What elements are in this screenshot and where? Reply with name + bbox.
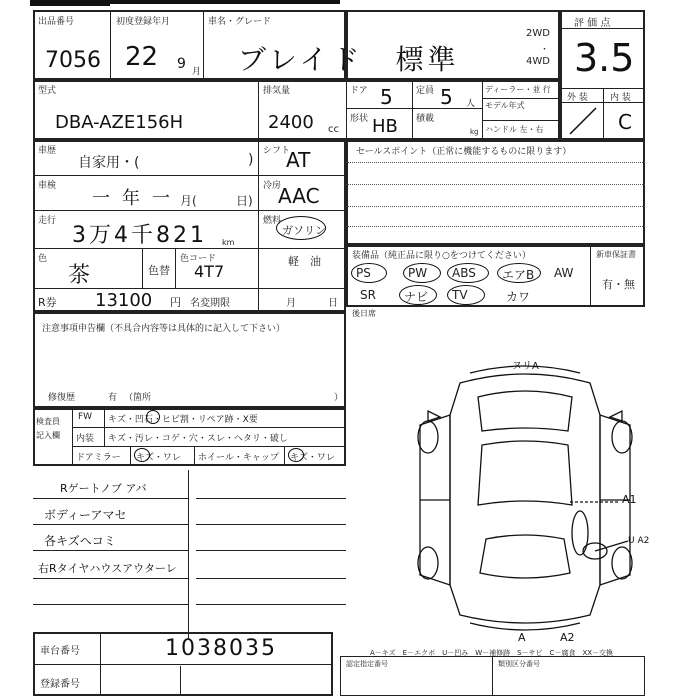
- model-grade-value: ブレイド 標準: [238, 43, 460, 76]
- doors-label: ドア: [350, 86, 368, 96]
- shift-value: AT: [286, 148, 311, 172]
- equipment-row2-item: ナビ: [404, 290, 429, 304]
- drive-2wd: 2WD: [526, 28, 550, 39]
- load-label: 積載: [416, 114, 435, 124]
- chassis-number: 1038035: [165, 636, 277, 661]
- lot-label: 出品番号: [38, 17, 75, 27]
- first-reg-month: 9: [177, 56, 186, 72]
- auction-sheet: 出品番号 7056 初度登録年月 22 9 月 車名・グレード ブレイド 標準 2WD ・ 4WD 評 価 点 3.5 外 装 内 装 C 型式 DBA-AZE156H 排気量 2400 cc ドア 5 定員 5 人 形状 HB 積載 kg ディーラー・並 行 モデル年式 ハンドル 左・右 車歴 自家用・( ) シフト AT 車検 一年一 月( 日) 冷房 AAC 走行 3万4千821 km 燃料 ガソリン 色 茶 色替 色コード 4T7 軽 油 R券 13100 円 名変期限 月 日 セールスポイント（正常に機能するものに限ります） 装備品（純正品に限り○をつけてください） 新車保証書 有・無 後日席 注意事項申告欄（不具合内容等は具体的に記入して下さい） 修復歴 有 （箇所 ） 検査員 記入欄 FW キズ・凹石・ヒビ割・リペア跡・X要 内装 キズ・汚レ・コゲ・穴・スレ・ヘタリ・破し ドアミラー キズ・ワレ ホイール・キャップ キズ・ワレ Rゲートノブ アバ ボディーアマセ 各キズヘコミ 右Rタイヤハウスアウターレ ヌリA A1 U A2 A A2 A－キズ E－エクボ U－凹み W－補修跡 S－サビ C－腐食 XX－交換 車台番号 1038035 登録番号 認定指定番号 類別区分番号 PS PW ABS エアB AW SR ナビ TV カワ: [0, 0, 700, 700]
- handwritten-note-3: 各キズヘコミ: [44, 534, 116, 548]
- capacity: 5: [440, 85, 453, 109]
- rating-value: 3.5: [574, 36, 635, 80]
- usage-label: 車歴: [38, 146, 57, 156]
- handwritten-note-2: ボディーアマセ: [44, 508, 127, 522]
- cert-label: 認定指定番号: [346, 660, 388, 668]
- model-code: DBA-AZE156H: [55, 112, 184, 133]
- equipment-row2-item: カワ: [506, 290, 531, 304]
- new-car-label: 新車保証書: [596, 250, 636, 259]
- equipment-row1-item-circle: [497, 263, 541, 283]
- mileage-value: 3万4千821: [72, 223, 207, 248]
- inspection-day: 日): [236, 194, 253, 208]
- interior-grade: C: [618, 110, 632, 134]
- displacement-label: 排気量: [263, 86, 291, 96]
- capacity-label: 定員: [416, 86, 435, 96]
- equipment-row1-item-circle: [403, 263, 441, 283]
- interior-inspect-label: 内装: [76, 434, 95, 444]
- first-reg-label: 初度登録年月: [116, 17, 171, 27]
- color-label: 色: [38, 254, 48, 264]
- repair-value: 有: [108, 393, 118, 403]
- inspection-label: 車検: [38, 181, 57, 191]
- color-change-label: 色替: [148, 264, 170, 277]
- inspection-value: 一年一: [92, 188, 182, 209]
- recycle-unit: 円: [170, 296, 181, 309]
- first-reg-year: 22: [125, 42, 159, 72]
- color-code-label: 色コード: [180, 254, 217, 264]
- header-bar: [110, 0, 340, 4]
- fuel-selected: ガソリン: [282, 224, 326, 237]
- wheel-text: キズ・ワレ: [290, 453, 335, 463]
- usage-value: 自家用・(: [78, 155, 140, 171]
- model-year-label: モデル年式: [485, 101, 525, 110]
- equipment-row1-item: PW: [408, 266, 428, 280]
- inspector-label-1: 検査員: [36, 417, 60, 426]
- diagram-legend: A－キズ E－エクボ U－凹み W－補修跡 S－サビ C－腐食 XX－交換: [370, 649, 614, 657]
- cert-label-2: 類別区分番号: [498, 660, 540, 668]
- equipment-label: 装備品（純正品に限り○をつけてください）: [352, 251, 531, 261]
- mirror-text: キズ・ワレ: [136, 453, 181, 463]
- lot-number: 7056: [45, 48, 101, 73]
- equipment-row1-item-circle: [351, 263, 387, 283]
- recycle-label: R券: [38, 296, 57, 309]
- displacement-unit: cc: [328, 124, 339, 135]
- fw-text: キズ・凹石・ヒビ割・リペア跡・X要: [108, 415, 258, 425]
- diagram-top-mark: ヌリA: [512, 361, 539, 372]
- dealer-label: ディーラー・並 行: [485, 85, 551, 94]
- fw-circle: [146, 410, 160, 424]
- load-unit: kg: [470, 128, 479, 136]
- fuel-label: 燃料: [263, 216, 282, 226]
- equipment-row1-item-circle: [447, 263, 489, 283]
- recycle-month: 月: [286, 298, 296, 309]
- recycle-value: 13100: [95, 290, 153, 311]
- notes-label: 注意事項申告欄（不具合内容等は具体的に記入して下さい）: [42, 324, 286, 334]
- reg-label: 登録番号: [40, 679, 80, 690]
- fuel-light-oil: 軽 油: [288, 255, 321, 268]
- exterior-label: 外 装: [567, 93, 588, 103]
- body: HB: [372, 116, 398, 137]
- chassis-label: 車台番号: [40, 646, 80, 657]
- new-car-value: 有・無: [602, 278, 635, 291]
- inspector-notes-label: 後日席: [352, 309, 376, 318]
- mirror-circle: [134, 448, 150, 462]
- wheel-label: ホイール・キャップ: [198, 453, 279, 463]
- tax-label: 名変期限: [190, 298, 230, 309]
- first-reg-month-unit: 月: [192, 67, 202, 77]
- recycle-day: 日: [328, 298, 338, 309]
- equipment-row2-item: TV: [452, 288, 468, 302]
- model-code-label: 型式: [38, 86, 57, 96]
- interior-inspect-text: キズ・汚レ・コゲ・穴・スレ・ヘタリ・破し: [108, 434, 288, 444]
- repair-label: 修復歴: [48, 393, 76, 403]
- mirror-label: ドアミラー: [76, 453, 121, 463]
- diagram-bottom-a2: A2: [560, 631, 575, 644]
- repair-close: ）: [334, 393, 344, 403]
- drive-4wd: 4WD: [526, 56, 550, 67]
- mileage-unit: km: [222, 238, 235, 247]
- equipment-row1-item: PS: [356, 266, 371, 280]
- exterior-slash-mark: [566, 104, 600, 138]
- wheel-circle: [288, 448, 304, 462]
- mileage-label: 走行: [38, 216, 57, 226]
- inspection-month: 月(: [180, 194, 197, 208]
- interior-label: 内 装: [610, 93, 631, 103]
- shift-label: シフト: [263, 146, 291, 156]
- equipment-row1-item: AW: [554, 266, 574, 280]
- equipment-row1-item: エアB: [502, 268, 535, 282]
- handwritten-note-4: 右Rタイヤハウスアウターレ: [38, 562, 177, 575]
- equipment-row2-item-circle: [399, 285, 437, 305]
- rating-label: 評 価 点: [574, 18, 611, 29]
- handle-label: ハンドル 左・右: [485, 125, 544, 134]
- equipment-row2-item-circle: [447, 285, 485, 305]
- diagram-bottom-a: A: [518, 631, 526, 644]
- ac-value: AAC: [278, 184, 320, 208]
- equipment-row2-item: SR: [360, 288, 376, 302]
- handwritten-note-1: Rゲートノブ アバ: [60, 482, 147, 495]
- header-bar: [30, 0, 110, 6]
- ac-label: 冷房: [263, 181, 282, 191]
- sales-point-label: セールスポイント（正常に機能するものに限ります）: [356, 147, 572, 157]
- repair-paren: （箇所: [124, 393, 152, 403]
- displacement: 2400: [268, 112, 314, 133]
- car-diagram: [400, 355, 650, 645]
- fw-label: FW: [78, 412, 93, 422]
- doors: 5: [380, 85, 393, 109]
- equipment-row1-item: ABS: [452, 266, 476, 280]
- model-grade-label: 車名・グレード: [208, 17, 272, 27]
- capacity-unit: 人: [466, 99, 476, 109]
- diagram-mark-u: U A2: [628, 536, 650, 546]
- inspector-label-2: 記入欄: [36, 431, 60, 440]
- body-label: 形状: [350, 114, 369, 124]
- diagram-mark-a1: A1: [622, 493, 637, 506]
- color-code: 4T7: [194, 262, 225, 281]
- color-value: 茶: [68, 263, 91, 288]
